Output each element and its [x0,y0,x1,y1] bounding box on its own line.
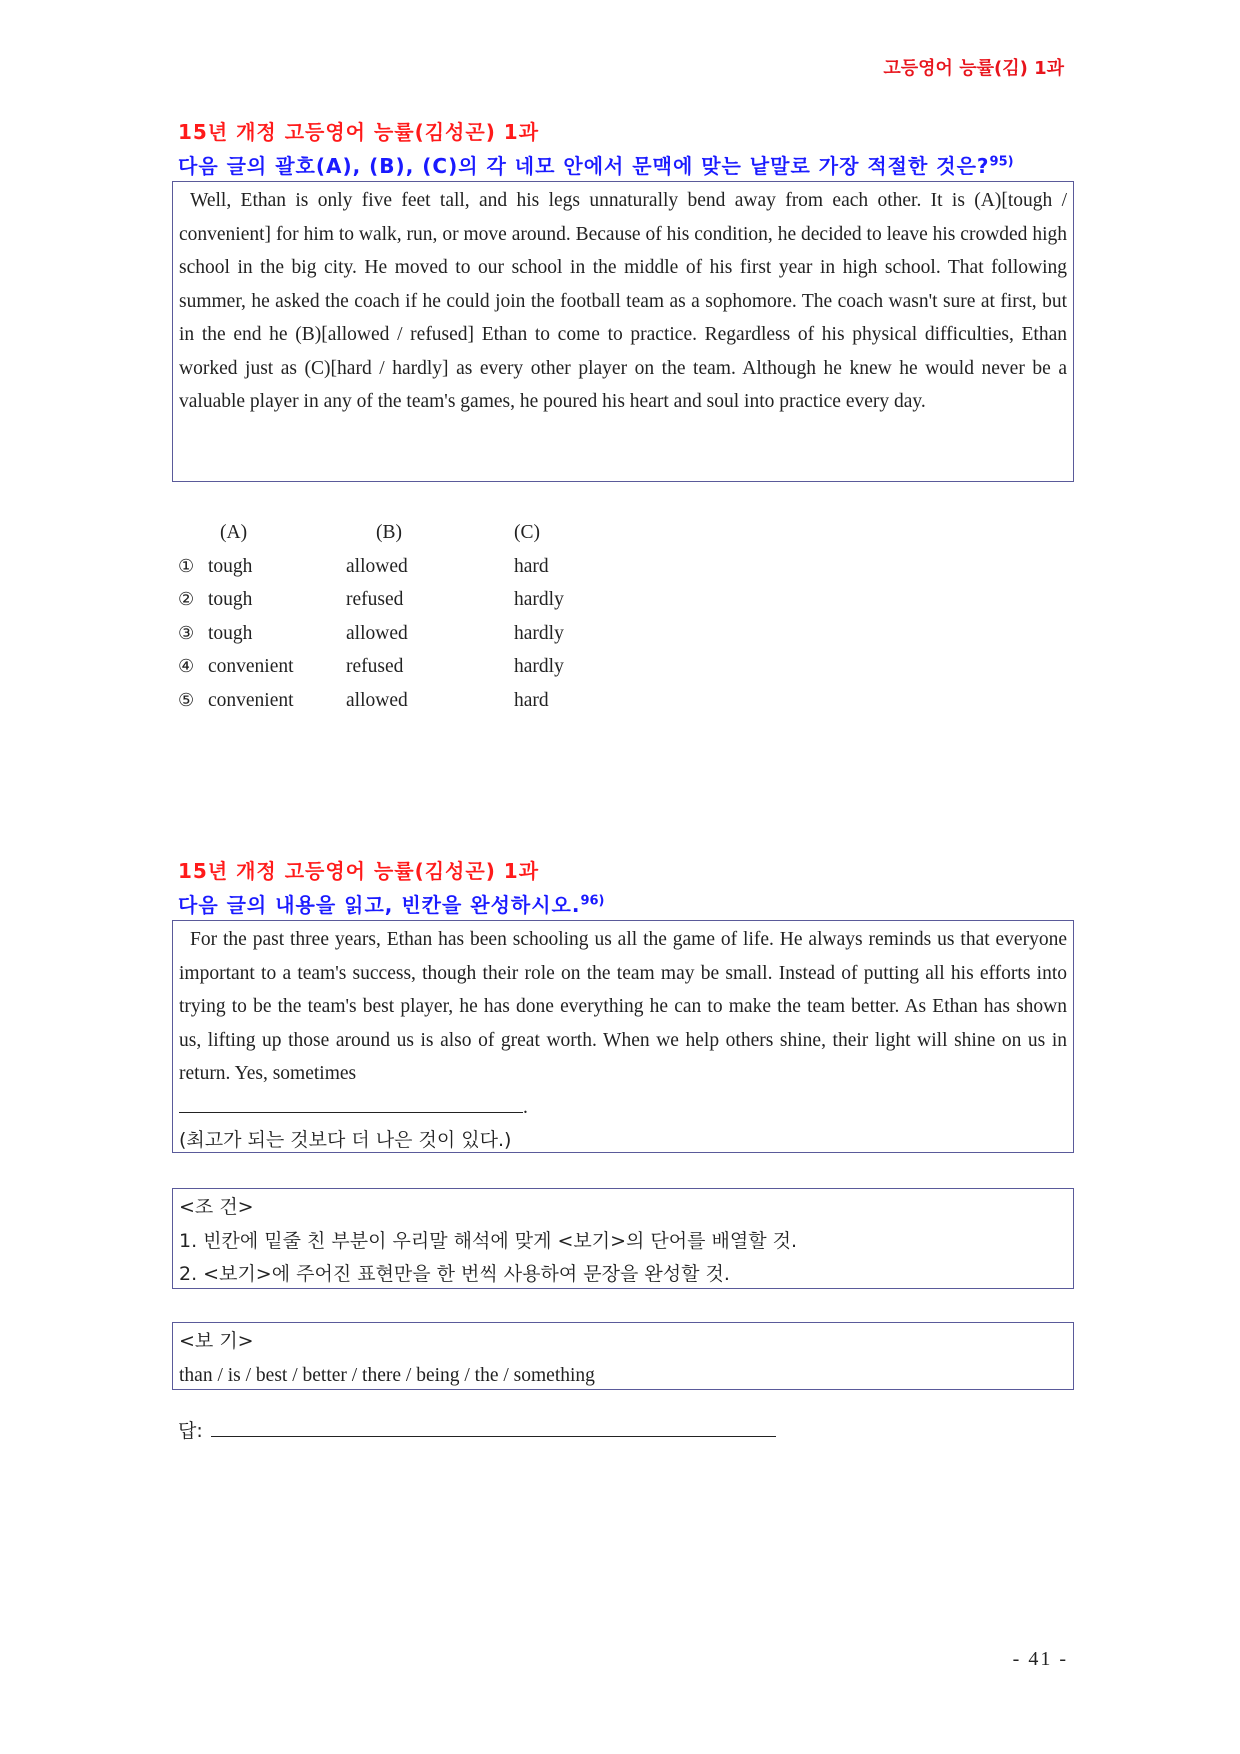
korean-translation: (최고가 되는 것보다 더 나은 것이 있다.) [179,1129,512,1151]
answer-input-line[interactable] [211,1418,776,1437]
choice-option-1[interactable] [178,550,634,584]
question-96-prompt [178,889,605,918]
choice-option-3[interactable] [178,617,634,651]
choice-c-value: hardly [514,622,564,644]
question-96-passage-box [172,920,1074,1153]
choice-a-value: tough [208,622,253,644]
question-95-source: 15년 개정 고등영어 능률(김성곤) 1과 [178,120,540,144]
question-95-passage-box [172,181,1074,482]
choice-c-value: hard [514,689,549,711]
choice-number: ③ [178,622,195,644]
conditions-box [172,1188,1074,1289]
choice-c-value: hardly [514,589,564,610]
choice-b-value: allowed [346,622,408,644]
choice-header-a: (A) [220,522,248,543]
question-95-prompt-text: 다음 글의 괄호(A), (B), (C)의 각 네모 안에서 문맥에 맞는 낱말로 가장 적절한 것은? [178,154,990,178]
example-title: <보 기> [179,1330,254,1352]
question-96-prompt-text: 다음 글의 내용을 읽고, 빈칸을 완성하시오. [178,893,581,917]
choice-number: ① [178,555,195,577]
fill-in-blank[interactable] [179,1094,523,1113]
choice-header-row [178,516,634,550]
choice-b-value: refused [346,589,404,610]
choice-a-value: convenient [208,689,294,711]
choice-number: ④ [178,656,195,677]
choice-number: ⑤ [178,689,195,711]
question-96-footnote: 96) [580,893,605,909]
choice-option-4[interactable] [178,650,634,684]
choice-header-b: (B) [376,522,402,543]
question-95-passage: Well, Ethan is only five feet tall, and his legs unnaturally bend away from each other. It is (A)[tough / convenient] for him to walk, run, or move around. Because of his condition, he decided to leave his crowded high school in the big city. He moved to our school in the middle of his first year in high school. That following summer, he asked the coach if he could join the football team as a sophomore. The coach wasn't sure at first, but in the end he (B)[allowed / refused] Ethan to come to practice. Regardless of his physical difficulties, Ethan worked just as (C)[hard / hardly] as every other player on the team. Although he knew he would never be a valuable player in any of the team's games, he poured his heart and soul into practice every day. [179,190,1067,412]
condition-1: 1. 빈칸에 밑줄 친 부분이 우리말 해석에 맞게 <보기>의 단어를 배열할 것. [179,1229,798,1252]
document-header-tag: 고등영어 능률(김) 1과 [883,58,1064,79]
choice-c-value: hard [514,555,549,577]
page-number: - 41 - [1012,1648,1068,1670]
answer-row [178,1416,776,1443]
choice-option-2[interactable] [178,583,634,617]
question-95-choices [178,516,634,717]
conditions-title: <조 건> [179,1196,254,1218]
question-96-source: 15년 개정 고등영어 능률(김성곤) 1과 [178,859,540,883]
example-words: than / is / best / better / there / being / the / something [179,1364,595,1386]
answer-label: 답: [178,1420,203,1442]
choice-a-value: tough [208,589,253,610]
choice-c-value: hardly [514,656,564,677]
example-box [172,1322,1074,1390]
choice-a-value: tough [208,555,253,577]
choice-a-value: convenient [208,656,294,677]
question-96-passage: For the past three years, Ethan has been schooling us all the game of life. He always reminds us that everyone important to a team's success, though their role on the team may be small. Instead of putting all his efforts into trying to be the team's best player, he has done everything he can to make the team better. As Ethan has shown us, lifting up those around us is also of great worth. When we help others shine, their light will shine on us in return. Yes, sometimes [179,929,1067,1084]
choice-number: ② [178,589,195,610]
choice-b-value: allowed [346,555,408,577]
question-95-footnote: 95) [989,154,1014,170]
question-95-prompt [178,150,1014,179]
choice-b-value: allowed [346,689,408,711]
choice-header-c: (C) [514,522,540,543]
blank-line-row [179,1091,1067,1125]
blank-period: . [523,1096,528,1118]
condition-2: 2. <보기>에 주어진 표현만을 한 번씩 사용하여 문장을 완성할 것. [179,1263,730,1285]
choice-option-5[interactable] [178,684,634,718]
choice-b-value: refused [346,656,404,677]
